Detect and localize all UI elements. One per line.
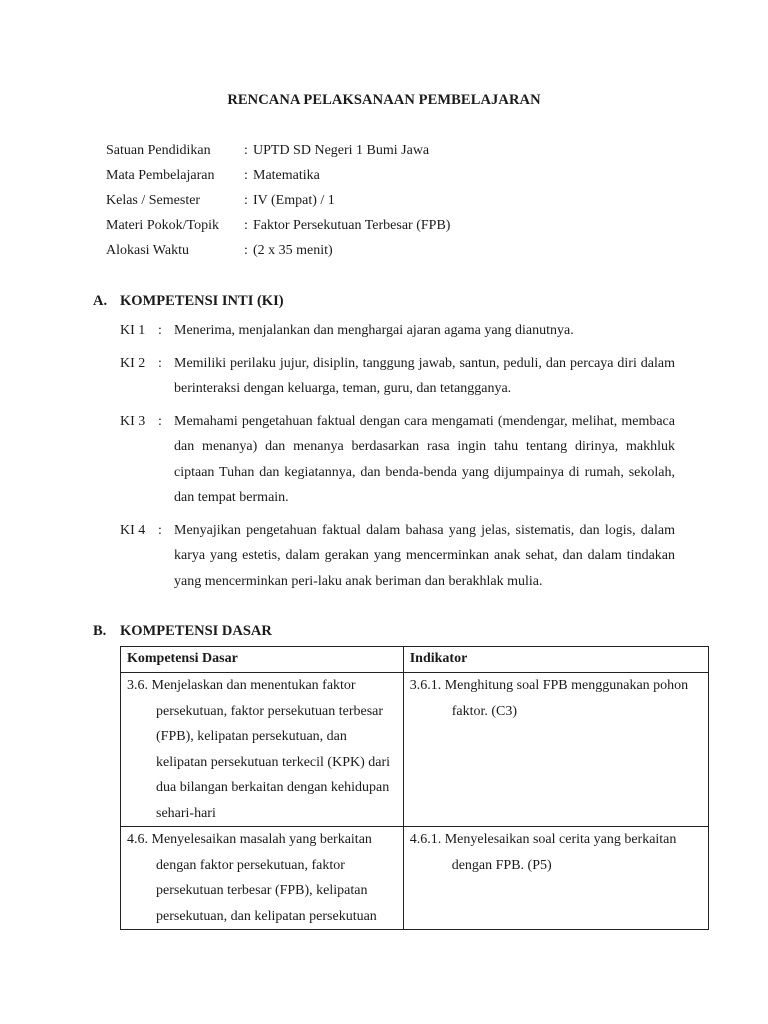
ki-item [120,318,675,344]
ki-label: KI 2 [120,355,146,371]
column-header: Kompetensi Dasar [121,647,404,673]
ki-label: KI 4 [120,522,146,538]
meta-value: UPTD SD Negeri 1 Bumi Jawa [253,143,430,158]
table-row [121,673,709,827]
meta-colon: : [244,243,248,258]
ki-item [120,518,675,595]
ki-text: Menyajikan pengetahuan faktual dalam bahasa yang jelas, sistematis, dan logis, dalam karya yang estetis, dalam gerakan yang mencerminkan anak sehat, dan dalam tindakan yang mencerminkan peri-laku anak beriman dan berakhlak mulia. [174,522,675,589]
meta-value: Matematika [253,168,320,183]
meta-key: Alokasi Waktu [106,243,189,258]
meta-key: Satuan Pendidikan [106,143,211,158]
ki-text: Menerima, menjalankan dan menghargai ajaran agama yang dianutnya. [174,323,574,338]
meta-row [106,138,450,163]
meta-value: Faktor Persekutuan Terbesar (FPB) [253,218,451,233]
ki-list [120,318,675,601]
cell-text: 4.6.1. Menyelesaikan soal cerita yang berkaitan dengan FPB. (P5) [409,832,677,873]
document-title: RENCANA PELAKSANAAN PEMBELAJARAN [227,92,541,108]
column-header: Indikator [403,647,708,673]
section-title: KOMPETENSI INTI (KI) [120,293,284,309]
ki-label: KI 1 [120,323,146,338]
ki-colon: : [158,522,162,538]
meta-row [106,188,450,213]
ki-colon: : [158,413,162,429]
meta-key: Mata Pembelajaran [106,168,215,183]
identity-block [106,138,450,263]
section-b-heading [93,619,272,645]
table-cell [403,673,708,827]
table-cell [403,827,708,930]
meta-colon: : [244,218,248,233]
competency-table [120,646,709,930]
table-cell [121,673,404,827]
section-letter: B. [93,623,107,639]
meta-colon: : [244,143,248,158]
ki-colon: : [158,355,162,371]
meta-row [106,238,450,263]
cell-text: 3.6.1. Menghitung soal FPB menggunakan pohon faktor. (C3) [409,678,689,719]
meta-row [106,213,450,238]
table-header-row [121,647,709,673]
meta-key: Materi Pokok/Topik [106,218,219,233]
meta-value: (2 x 35 menit) [253,243,333,258]
table-row [121,827,709,930]
meta-row [106,163,450,188]
section-letter: A. [93,293,108,309]
ki-text: Memiliki perilaku jujur, disiplin, tanggung jawab, santun, peduli, dan percaya diri dalam berinteraksi dengan keluarga, teman, guru, dan tetangganya. [174,355,675,396]
ki-item [120,351,675,402]
table-cell [121,827,404,930]
ki-text: Memahami pengetahuan faktual dengan cara mengamati (mendengar, melihat, membaca dan menanya) dan menanya berdasarkan rasa ingin tahu tentang dirinya, makhluk ciptaan Tuhan dan kegiatannya, dan benda-benda yang dijumpainya di rumah, sekolah, dan tempat bermain. [174,413,675,505]
section-title: KOMPETENSI DASAR [120,623,272,639]
ki-item [120,409,675,511]
meta-key: Kelas / Semester [106,193,201,208]
cell-text: 4.6. Menyelesaikan masalah yang berkaitan dengan faktor persekutuan, faktor persekutuan terbesar (FPB), kelipatan persekutuan, dan kelipatan persekutuan [127,832,377,924]
ki-colon: : [158,323,162,338]
meta-colon: : [244,193,248,208]
ki-label: KI 3 [120,413,146,429]
section-a-heading [93,289,284,315]
meta-colon: : [244,168,248,183]
cell-text: 3.6. Menjelaskan dan menentukan faktor persekutuan, faktor persekutuan terbesar (FPB), kelipatan persekutuan, dan kelipatan persekutuan terkecil (KPK) dari dua bilangan berkaitan dengan kehidupan sehari-hari [127,678,391,821]
meta-value: IV (Empat) / 1 [253,193,335,208]
